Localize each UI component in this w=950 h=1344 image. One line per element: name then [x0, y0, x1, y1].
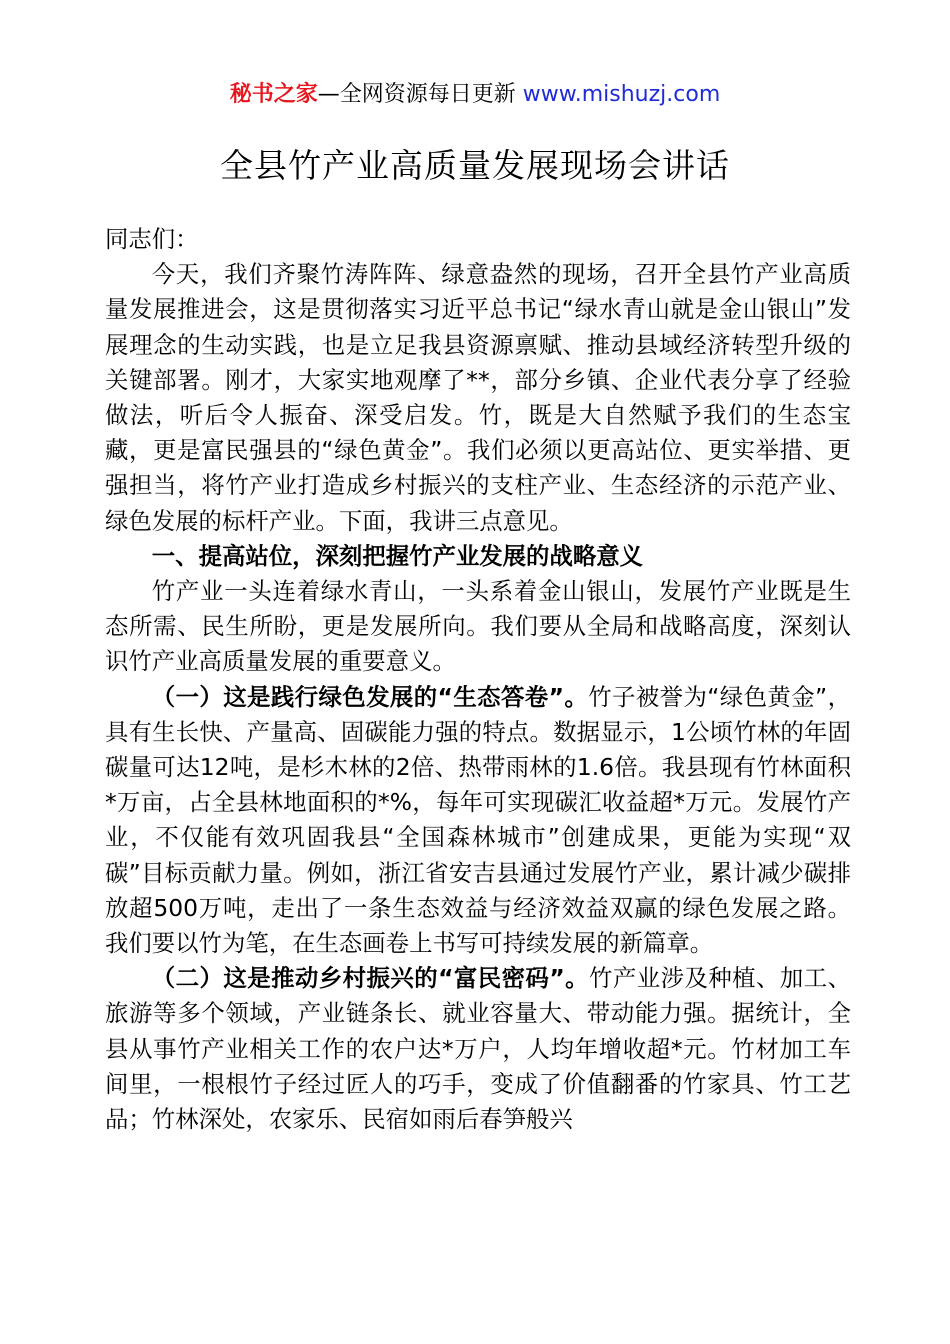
- site-header: [0, 78, 950, 112]
- section-1-heading: 一、提高站位，深刻把握竹产业发展的战略意义: [151, 541, 643, 570]
- site-tagline: —全网资源每日更新: [317, 82, 523, 107]
- point-2-heading: （二）这是推动乡村振兴的“富民密码”。: [151, 964, 590, 993]
- point-1-heading: （一）这是践行绿色发展的“生态答卷”。: [151, 682, 589, 711]
- section-1-paragraph: 竹产业一头连着绿水青山，一头系着金山银山，发展竹产业既是生态所需、民生所盼，更是发展所向。我们要从全局和战略高度，深刻认识竹产业高质量发展的重要意义。: [105, 577, 851, 676]
- brand-name: 秘书之家: [229, 82, 318, 107]
- point-2-body: 竹产业涉及种植、加工、旅游等多个领域，产业链条长、就业容量大、带动能力强。据统计，全县从事竹产业相关工作的农户达*万户，人均年增收超*元。竹材加工车间里，一根根竹子经过匠人的巧手，变成了价值翻番的竹家具、竹工艺品；竹林深处，农家乐、民宿如雨后春笋般兴: [105, 964, 852, 1134]
- document-body: [105, 222, 851, 1137]
- intro-paragraph: 今天，我们齐聚竹涛阵阵、绿意盎然的现场，召开全县竹产业高质量发展推进会，这是贯彻落实习近平总书记“绿水青山就是金山银山”发展理念的生动实践，也是立足我县资源禀赋、推动县域经济转型升级的关键部署。刚才，大家实地观摩了**，部分乡镇、企业代表分享了经验做法，听后令人振奋、深受启发。竹，既是大自然赋予我们的生态宝藏，更是富民强县的“绿色黄金”。我们必须以更高站位、更实举措、更强担当，将竹产业打造成乡村振兴的支柱产业、生态经济的示范产业、绿色发展的标杆产业。下面，我讲三点意见。: [105, 260, 851, 535]
- point-2-paragraph: [105, 961, 851, 1137]
- salutation: 同志们：: [105, 225, 199, 253]
- site-url-link[interactable]: www.mishuzj.com: [522, 82, 721, 107]
- document-title: 全县竹产业高质量发展现场会讲话: [220, 146, 730, 185]
- point-1-body: 竹子被誉为“绿色黄金”，具有生长快、产量高、固碳能力强的特点。数据显示，1公顷竹林的年固碳量可达12吨，是杉木林的2倍、热带雨林的1.6倍。我县现有竹林面积*万亩，占全县林地面积的*%，每年可实现碳汇收益超*万元。发展竹产业，不仅能有效巩固我县“全国森林城市”创建成果，更能为实现“双碳”目标贡献力量。例如，浙江省安吉县通过发展竹产业，累计减少碳排放超500万吨，走出了一条生态效益与经济效益双赢的绿色发展之路。我们要以竹为笔，在生态画卷上书写可持续发展的新篇章。: [105, 682, 851, 958]
- point-1-paragraph: [105, 680, 851, 962]
